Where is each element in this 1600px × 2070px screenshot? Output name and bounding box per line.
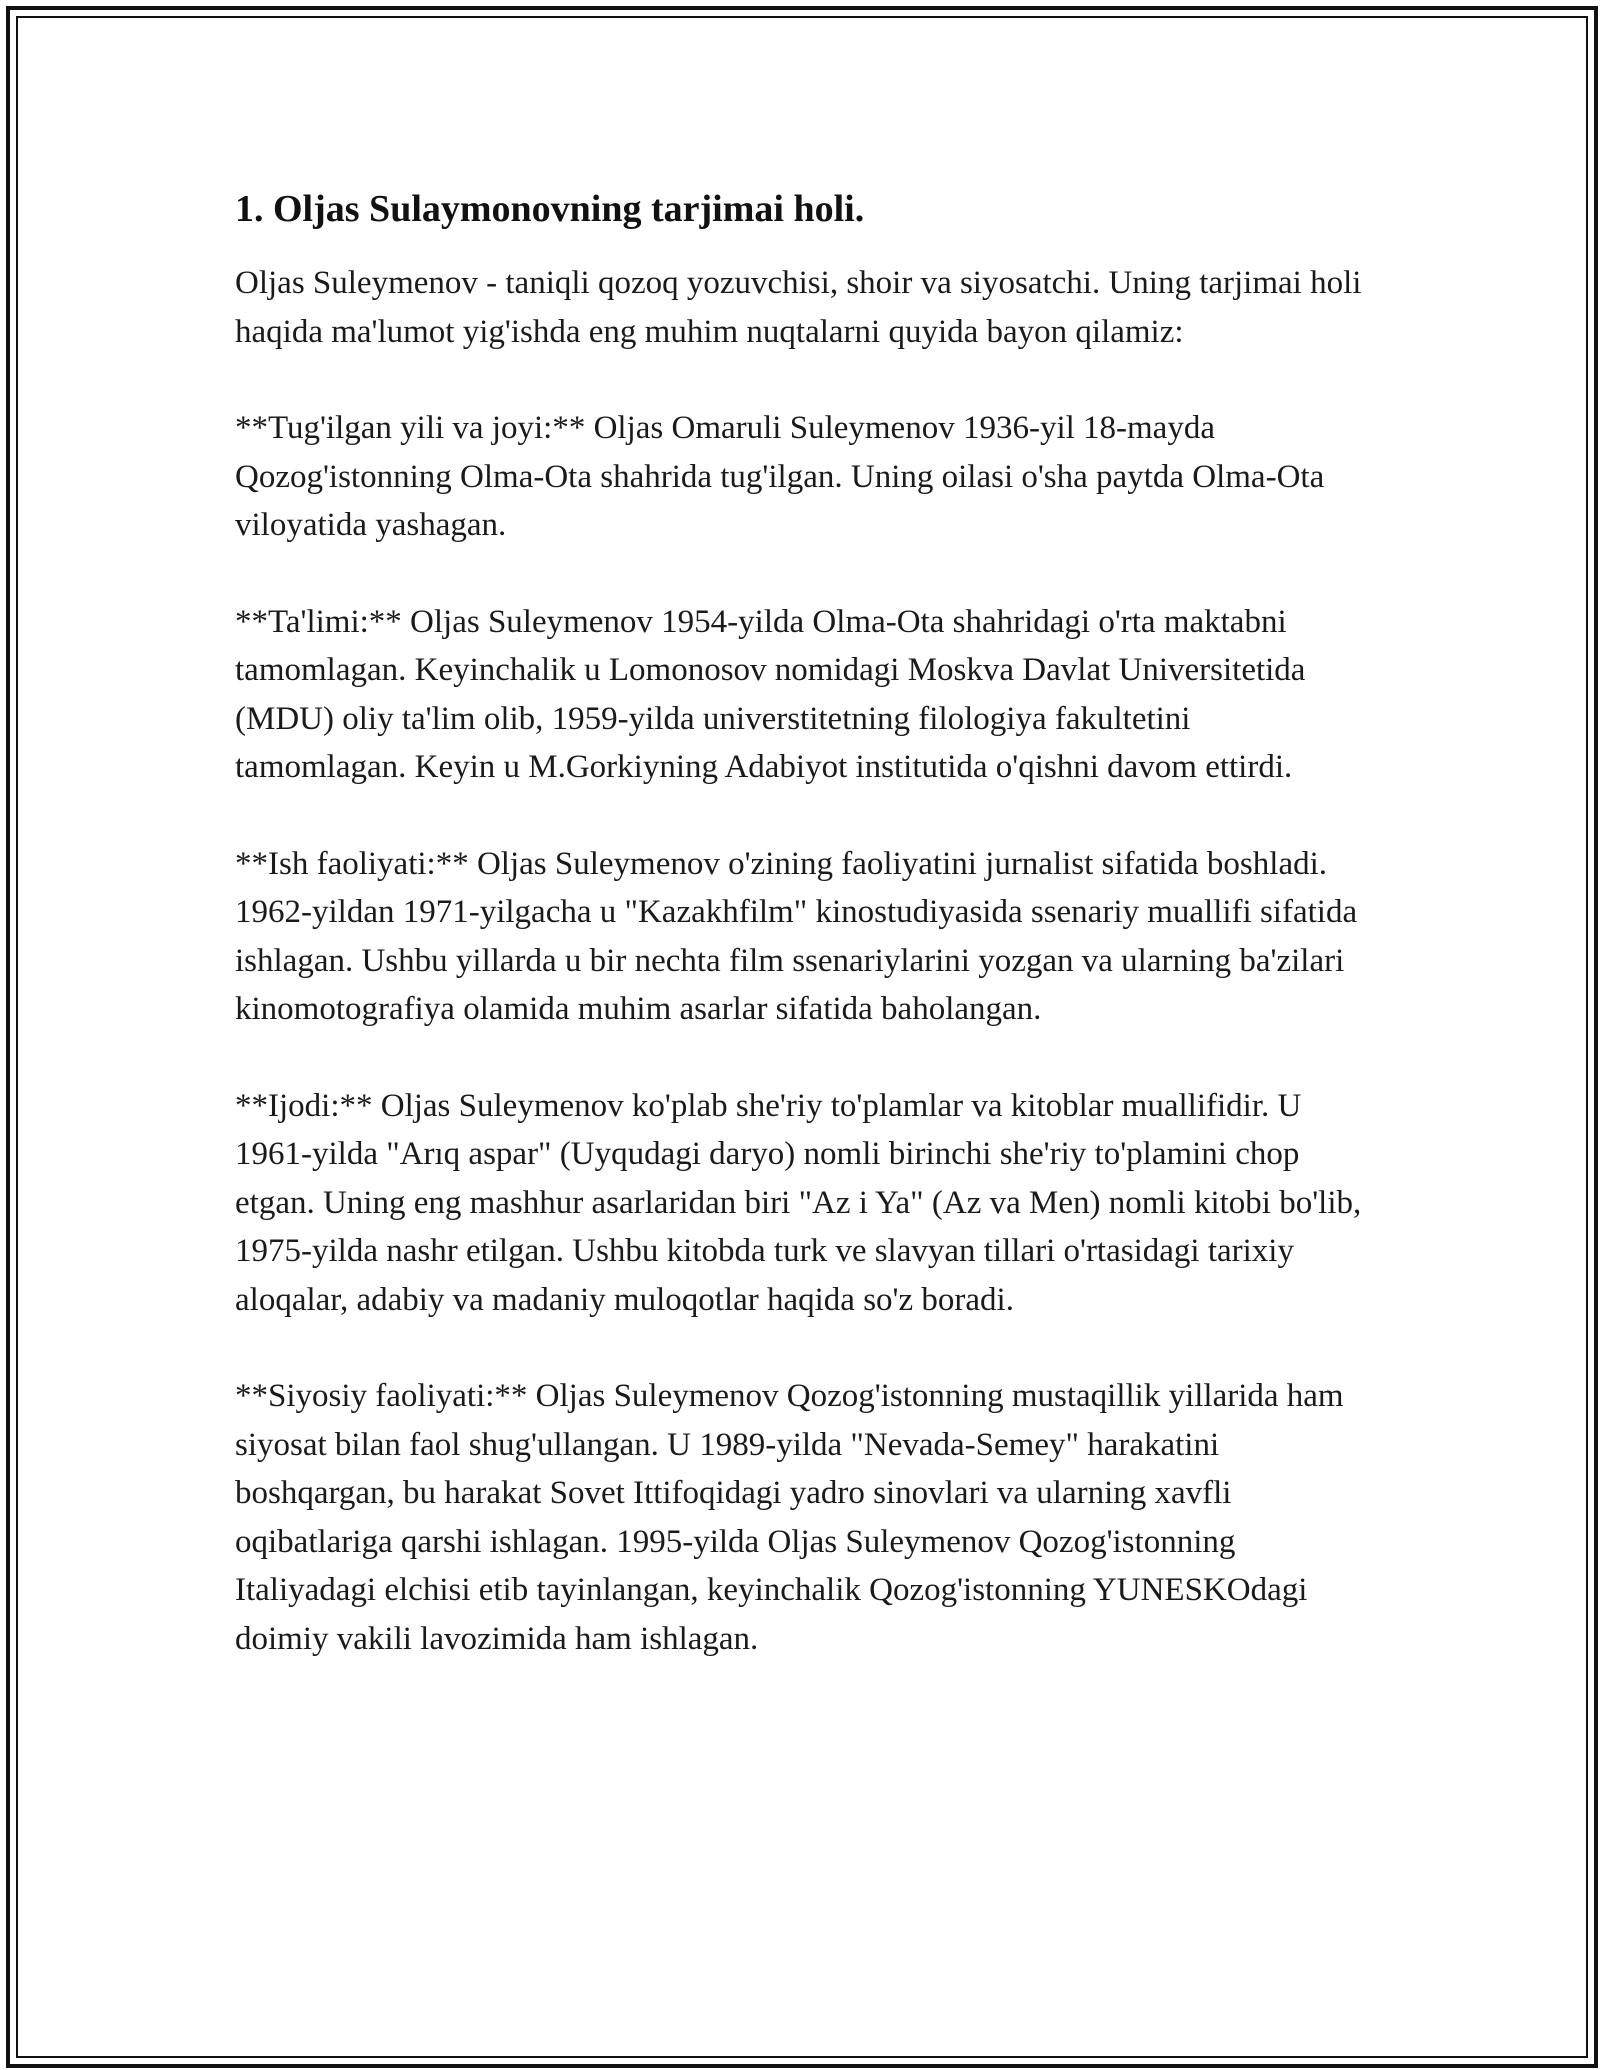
- paragraph-education: **Ta'limi:** Oljas Suleymenov 1954-yilda Olma-Ota shahridagi o'rta maktabni tamomlagan. Keyinchalik u Lomonosov nomidagi Moskva Davlat Universitetida (MDU) oliy ta'lim olib, 1959-yilda universtitetning filologiya fakultetini tamomlagan. Keyin u M.Gorkiyning Adabiyot institutida o'qishni davom ettirdi.: [235, 603, 1306, 785]
- section-heading: 1. Oljas Sulaymonovning tarjimai holi.: [235, 188, 865, 230]
- document-body: [235, 185, 1370, 1711]
- paragraph-politics: **Siyosiy faoliyati:** Oljas Suleymenov Qozog'istonning mustaqillik yillarida ham siyosat bilan faol shug'ullangan. U 1989-yilda "Nevada-Semey" harakatini boshqargan, bu harakat Sovet Ittifoqidagi yadro sinovlari va ularning xavfli oqibatlariga qarshi ishlagan. 1995-yilda Oljas Suleymenov Qozog'istonning Italiyadagi elchisi etib tayinlangan, keyinchalik Qozog'istonning YUNESKOdagi doimiy vakili lavozimida ham ishlagan.: [235, 1378, 1344, 1657]
- paragraph-career: **Ish faoliyati:** Oljas Suleymenov o'zining faoliyatini jurnalist sifatida boshladi. 1962-yildan 1971-yilgacha u "Kazakhfilm" kinostudiyasida ssenariy muallifi sifatida ishlagan. Ushbu yillarda u bir nechta film ssenariylarini yozgan va ularning ba'zilari kinomotografiya olamida muhim asarlar sifatida baholangan.: [235, 845, 1358, 1027]
- paragraph-intro: Oljas Suleymenov - taniqli qozoq yozuvchisi, shoir va siyosatchi. Uning tarjimai holi haqida ma'lumot yig'ishda eng muhim nuqtalarni quyida bayon qilamiz:: [235, 265, 1362, 350]
- paragraph-birth: **Tug'ilgan yili va joyi:** Oljas Omaruli Suleymenov 1936-yil 18-mayda Qozog'istonning Olma-Ota shahrida tug'ilgan. Uning oilasi o'sha paytda Olma-Ota viloyatida yashagan.: [235, 410, 1325, 543]
- paragraph-works: **Ijodi:** Oljas Suleymenov ko'plab she'riy to'plamlar va kitoblar muallifidir. U 1961-yilda "Arıq aspar" (Uyqudagi daryo) nomli birinchi she'riy to'plamini chop etgan. Uning eng mashhur asarlaridan biri "Az i Ya" (Az va Men) nomli kitobi bo'lib, 1975-yilda nashr etilgan. Ushbu kitobda turk ve slavyan tillari o'rtasidagi tarixiy aloqalar, adabiy va madaniy muloqotlar haqida so'z boradi.: [235, 1087, 1362, 1318]
